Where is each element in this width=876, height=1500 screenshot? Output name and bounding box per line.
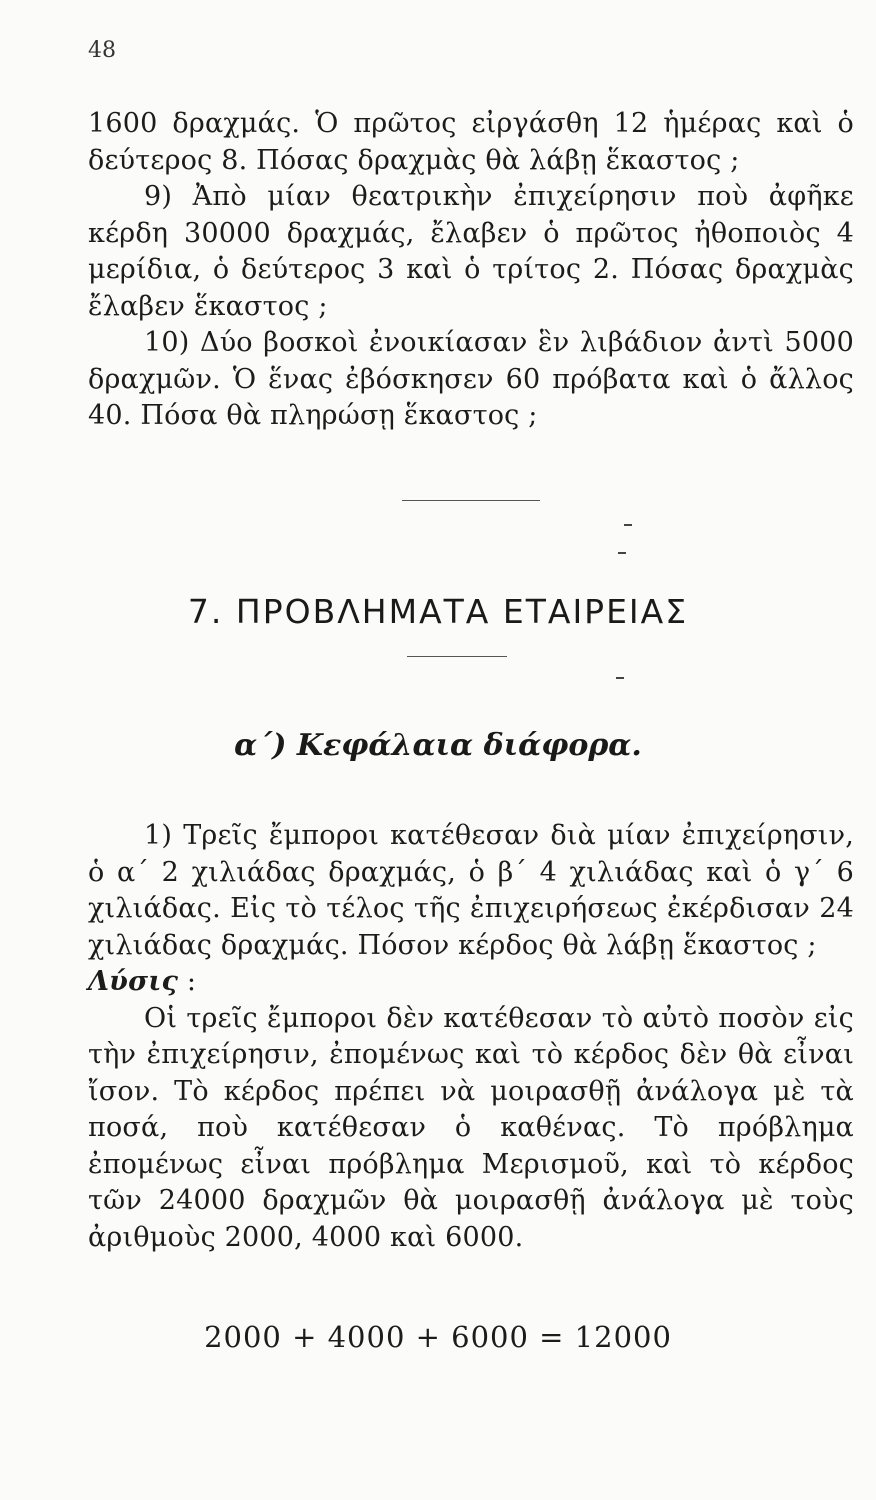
section-divider-bottom bbox=[407, 656, 507, 657]
exercise-9: 9) Ἀπὸ μίαν θεατρικὴν ἐπιχείρησιν ποὺ ἀφῆκε κέρδη 30000 δραχμάς, ἔλαβεν ὁ πρῶτος ἠθοποιὸς 4 μερίδια, ὁ δεύτερος 3 καὶ ὁ τρίτος 2. Πόσας δραχμὰς ἔλαβεν ἕκαστος ; bbox=[88, 181, 854, 322]
solution-colon: : bbox=[178, 966, 197, 997]
problem-1: 1) Τρεῖς ἔμποροι κατέθεσαν διὰ μίαν ἐπιχείρησιν, ὁ α΄ 2 χιλιάδας δραχμάς, ὁ β΄ 4 χιλιάδας καὶ ὁ γ΄ 6 χιλιάδας. Εἰς τὸ τέλος τῆς ἐπιχειρήσεως ἐκέρδισαν 24 χιλιάδας δραχμάς. Πόσον κέρδος θὰ λάβῃ ἕκαστος ; bbox=[88, 820, 854, 961]
section-divider-top bbox=[402, 500, 540, 501]
solution-text: Οἱ τρεῖς ἔμποροι δὲν κατέθεσαν τὸ αὐτὸ ποσὸν εἰς τὴν ἐπιχείρησιν, ἐπομένως καὶ τὸ κέρδος δὲν θὰ εἶναι ἴσον. Τὸ κέρδος πρέπει νὰ μοιρασθῇ ἀνάλογα μὲ τὰ ποσά, ποὺ κατέθεσαν ὁ καθένας. Τὸ πρόβλημα ἐπομένως εἶναι πρόβλημα Μερισμοῦ, καὶ τὸ κέρδος τῶν 24000 δραχμῶν θὰ μοιρασθῇ ἀνάλογα μὲ τοὺς ἀριθμοὺς 2000, 4000 καὶ 6000. bbox=[88, 1002, 854, 1253]
solution-label: Λύσις bbox=[88, 966, 179, 997]
print-mark bbox=[624, 524, 632, 526]
section-heading: 7. ΠΡΟΒΛΗΜΑΤΑ ΕΤΑΙΡΕΙΑΣ bbox=[187, 592, 689, 631]
subsection-heading: α΄) Κεφάλαια διάφορα. bbox=[234, 728, 642, 763]
print-mark bbox=[616, 677, 624, 679]
equation: 2000 + 4000 + 6000 = 12000 bbox=[204, 1320, 672, 1354]
page-number: 48 bbox=[88, 38, 116, 63]
print-mark bbox=[618, 552, 626, 554]
problem-block bbox=[88, 818, 854, 1256]
exercise-10: 10) Δύο βοσκοὶ ἐνοικίασαν ἓν λιβάδιον ἀντὶ 5000 δραχμῶν. Ὁ ἕνας ἐβόσκησεν 60 πρόβατα καὶ ὁ ἄλλος 40. Πόσα θὰ πληρώσῃ ἕκαστος ; bbox=[88, 327, 854, 431]
exercise-8-continuation: 1600 δραχμάς. Ὁ πρῶτος εἰργάσθη 12 ἡμέρας καὶ ὁ δεύτερος 8. Πόσας δραχμὰς θὰ λάβῃ ἕκαστος ; bbox=[88, 108, 854, 176]
exercise-block bbox=[88, 106, 854, 435]
solution-heading bbox=[88, 964, 854, 1001]
